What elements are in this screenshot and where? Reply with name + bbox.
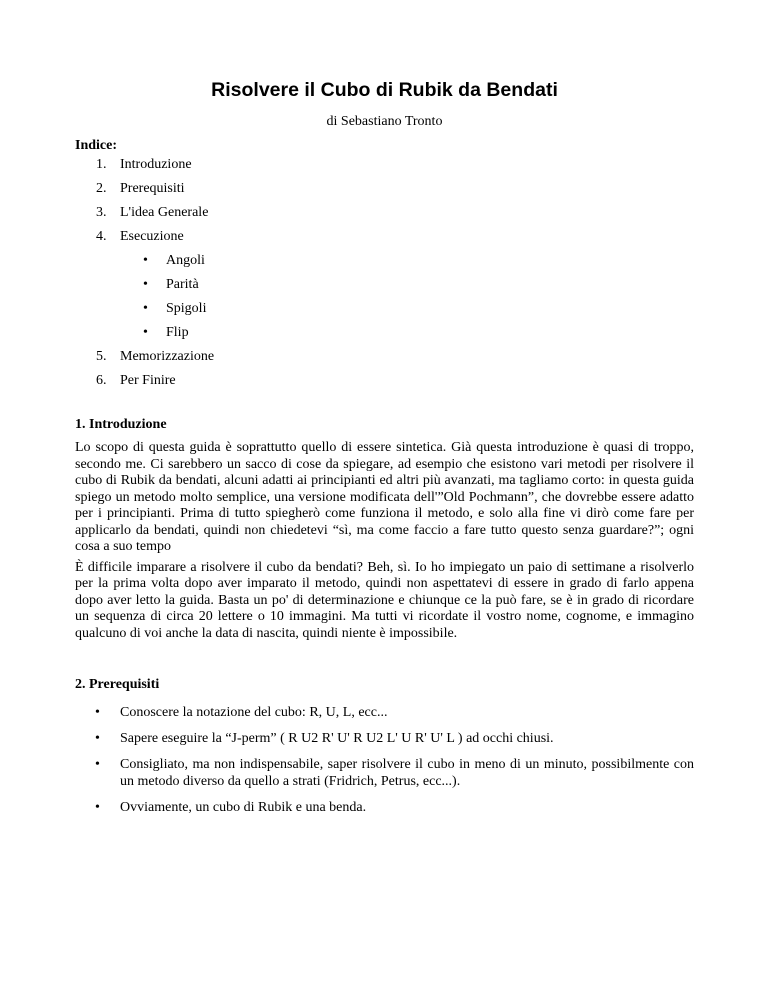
table-of-contents [75,153,694,393]
toc-item-label: L'idea Generale [120,205,209,220]
toc-item-label: Prerequisiti [120,181,185,196]
toc-subitem [75,321,694,345]
toc-subitem-label: Parità [166,277,199,292]
bullet-icon: • [95,705,100,720]
bullet-icon: • [95,757,100,772]
toc-item-number: 6. [96,373,107,388]
list-item-text: Sapere eseguire la “J-perm” ( R U2 R' U' R U2 L' U R' U' L ) ad occhi chiusi. [120,731,554,746]
list-item [75,799,694,816]
list-item [75,756,694,790]
prerequisites-list [75,704,694,816]
document-title: Risolvere il Cubo di Rubik da Bendati [211,79,558,101]
toc-item-number: 1. [96,157,107,172]
toc-item [75,369,694,393]
document-author: di Sebastiano Tronto [326,114,443,129]
list-item-text: Ovviamente, un cubo di Rubik e una benda. [120,800,367,815]
toc-item-number: 3. [96,205,107,220]
toc-subitem-label: Spigoli [166,301,207,316]
section-introduzione [75,416,694,642]
toc-item-number: 4. [96,229,107,244]
toc-item [75,345,694,369]
section-heading: 2. Prerequisiti [75,677,160,692]
bullet-icon: • [95,731,100,746]
list-item-text: Consigliato, ma non indispensabile, saper risolvere il cubo in meno di un minuto, possibilmente con un metodo diverso da quello a strati (Fridrich, Petrus, ecc...). [120,757,694,789]
toc-item-label: Introduzione [120,157,192,172]
bullet-icon: • [143,277,148,292]
toc-item-label: Memorizzazione [120,349,215,364]
list-item-text: Conoscere la notazione del cubo: R, U, L, ecc... [120,705,388,720]
section-heading: 1. Introduzione [75,417,167,432]
bullet-icon: • [143,253,148,268]
paragraph: Lo scopo di questa guida è soprattutto quello di essere sintetica. Già questa introduzione è quasi di troppo, secondo me. Ci sarebbero un sacco di cose da spiegare, ad esempio che esistono vari metodi per risolvere il cubo di Rubik da bendati, alcuni adatti ai principianti ed altri più avanzati, ma tagliamo corto: in questa guida spiego un metodo molto semplice, una versione modificata dell'”Old Pochmann”, che dovrebbe essere adatto per i principianti. Prima di tutto spiegherò come funziona il metodo, e solo alla fine vi dirò come fare per applicarlo da bendati, quindi non chiedetevi “sì, ma come faccio a fare tutto questo senza guardare?”; ogni cosa a suo tempo [75,440,694,554]
list-item [75,704,694,721]
toc-subitem [75,249,694,273]
toc-item [75,201,694,225]
list-item [75,730,694,747]
toc-item-number: 2. [96,181,107,196]
toc-item [75,225,694,249]
index-heading: Indice: [75,138,117,153]
toc-item-label: Per Finire [120,373,176,388]
bullet-icon: • [143,301,148,316]
bullet-icon: • [95,800,100,815]
bullet-icon: • [143,325,148,340]
toc-subitem [75,297,694,321]
paragraph: È difficile imparare a risolvere il cubo da bendati? Beh, sì. Io ho impiegato un paio di settimane a risolverlo per la prima volta dopo aver imparato il metodo, quindi non aspettatevi di essere in grado di farlo appena dopo aver letto la guida. Basta un po' di determinazione e chiunque ce la può fare, se è in grado di ricordare un sequenza di circa 20 lettere o 10 immagini. Ma tutti vi ricordate il vostro nome, cognome, e immagino qualcuno di voi anche la data di nascita, quindi niente è impossibile. [75,559,694,641]
toc-subitem-label: Angoli [166,253,205,268]
toc-subitem-label: Flip [166,325,189,340]
toc-item-label: Esecuzione [120,229,184,244]
toc-item [75,177,694,201]
toc-item-number: 5. [96,349,107,364]
toc-item [75,153,694,177]
toc-subitem [75,273,694,297]
section-prerequisiti [75,676,694,825]
